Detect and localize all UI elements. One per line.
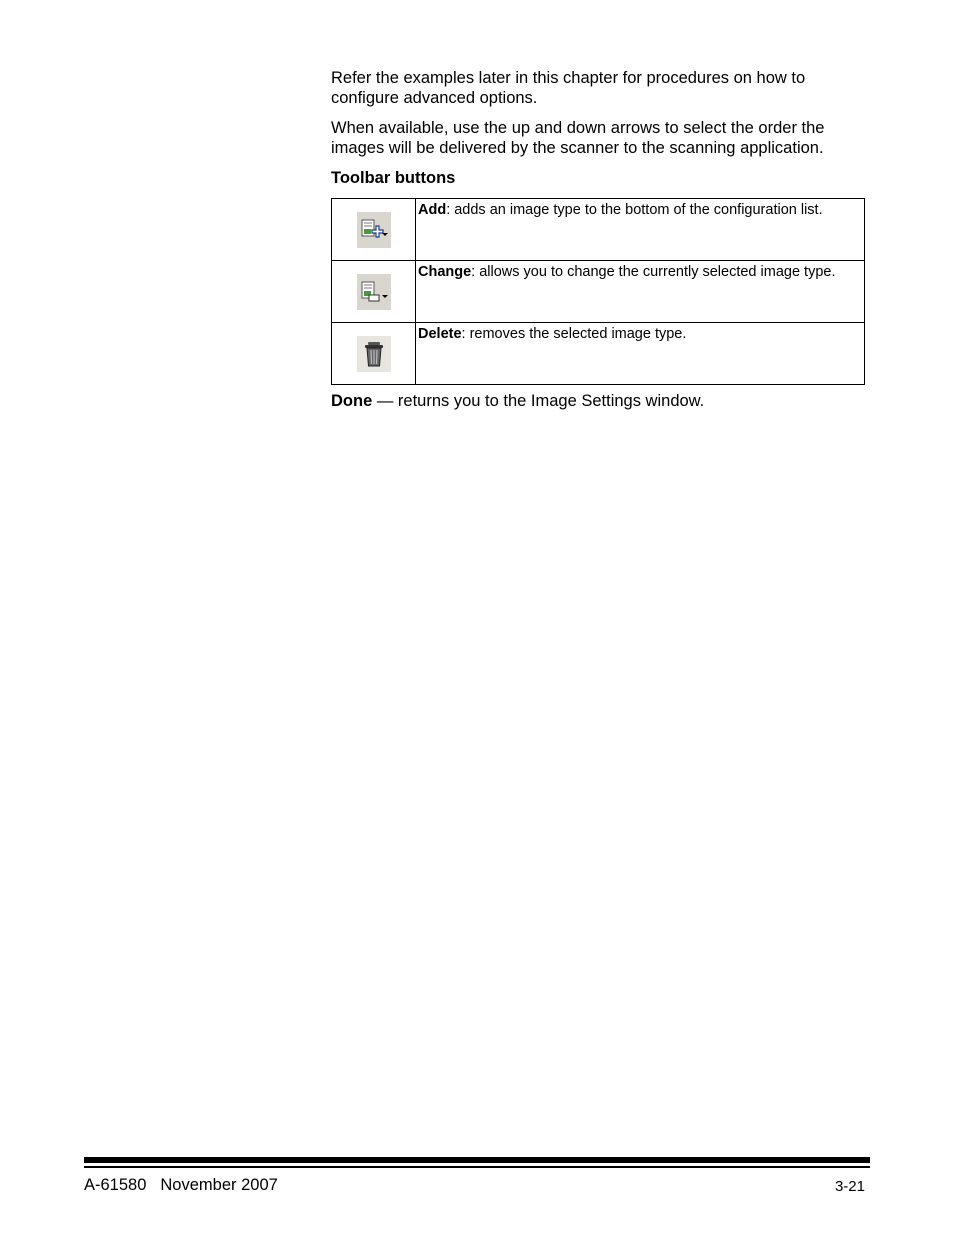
change-text: : allows you to change the currently selected image type.	[471, 264, 836, 280]
order-paragraph: When available, use the up and down arrows to select the order the images will be delivered by the scanner to the scanning application.	[331, 119, 825, 157]
done-term: Done	[331, 392, 373, 410]
table-row	[332, 199, 865, 261]
page-number: 3-21	[834, 1178, 865, 1195]
table-row	[332, 323, 865, 385]
change-description	[416, 261, 865, 323]
footer-rule-thin	[84, 1166, 870, 1168]
done-paragraph	[331, 392, 865, 411]
trash-can-icon	[357, 336, 391, 372]
intro-paragraph: Refer the examples later in this chapter for procedures on how to configure advanced options.	[331, 69, 806, 107]
change-image-type-icon	[357, 274, 391, 310]
main-content	[331, 68, 865, 411]
delete-text: : removes the selected image type.	[461, 326, 687, 342]
icon-cell	[332, 261, 416, 323]
add-image-type-icon	[357, 212, 391, 248]
add-term: Add	[418, 202, 447, 218]
change-term: Change	[418, 264, 472, 280]
doc-number: A-61580	[84, 1176, 147, 1194]
footer-rule-thick	[84, 1157, 870, 1163]
delete-description	[416, 323, 865, 385]
footer-doc-info	[84, 1176, 278, 1195]
toolbar-buttons-table	[331, 198, 865, 385]
done-text: — returns you to the Image Settings window.	[372, 392, 705, 410]
icon-cell	[332, 199, 416, 261]
add-description	[416, 199, 865, 261]
section-heading: Toolbar buttons	[331, 169, 456, 187]
icon-cell	[332, 323, 416, 385]
add-text: : adds an image type to the bottom of the configuration list.	[446, 202, 823, 218]
delete-term: Delete	[418, 326, 462, 342]
doc-date: November 2007	[160, 1176, 278, 1194]
table-row	[332, 261, 865, 323]
